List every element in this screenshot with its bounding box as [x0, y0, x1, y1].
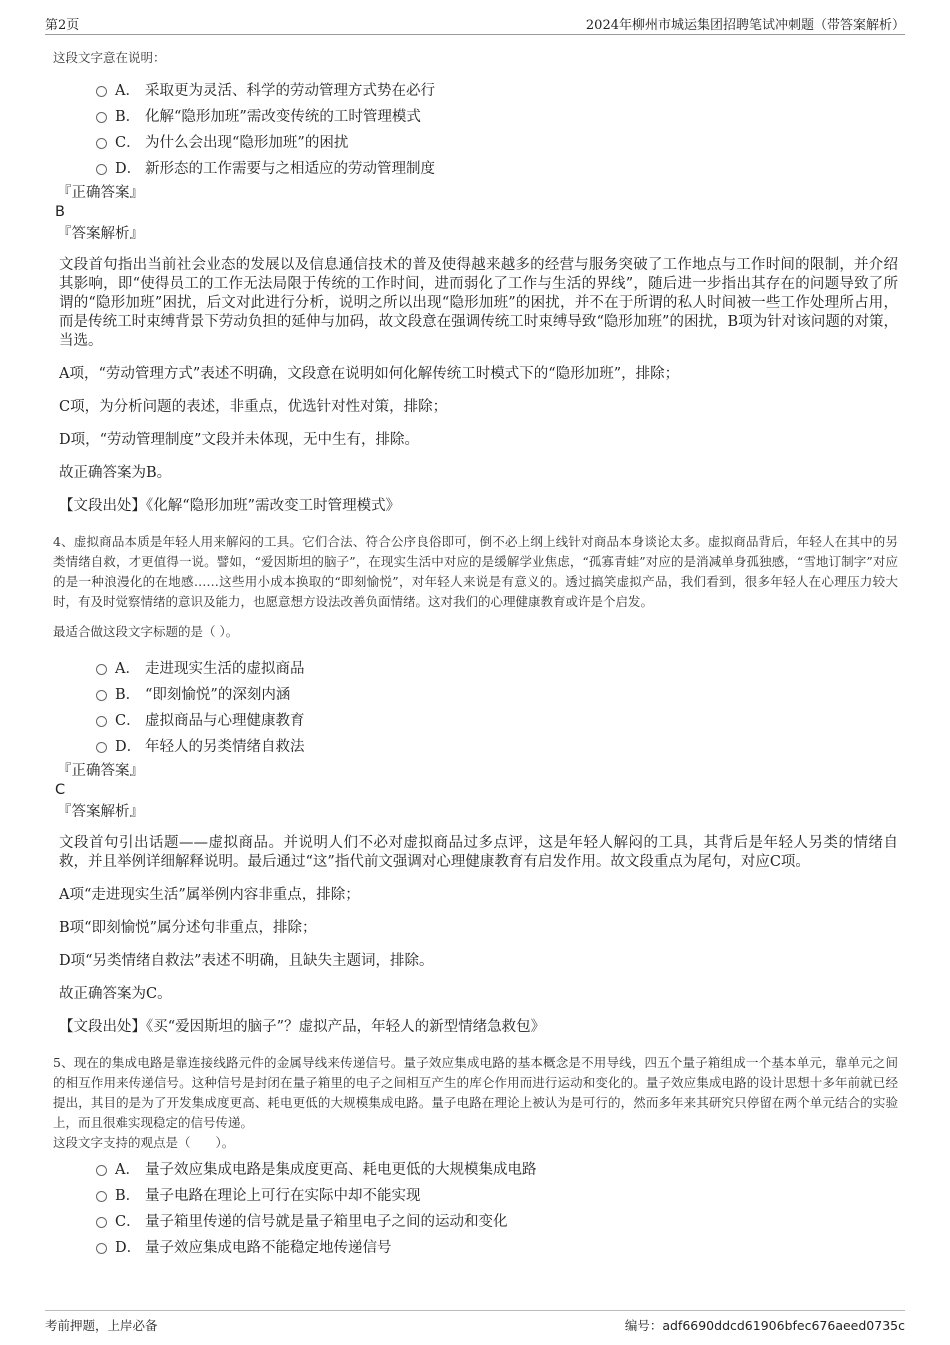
q3-item-c: C项，为分析问题的表述，非重点，优选针对性对策，排除；	[59, 399, 448, 415]
q3-analysis: 文段首句指出当前社会业态的发展以及信息通信技术的普及使得越来越多的经营与服务突破了工作地点与工作时间的限制，并介绍其影响，即“使得员工的工作无法局限于传统的工作时间，进而弱化了工作与生活的界线”，随后进一步指出其存在的问题导致了所谓的“隐形加班”困扰，后文对此进行分析，说明之所以出现“隐形加班”的困扰，并不在于所谓的私人时间被一些工作处理所占用，而是传统工时束缚背景下劳动负担的延伸与加码，故文段意在强调传统工时束缚导致“隐形加班”的困扰，B项为针对该问题的对策，当选。	[59, 257, 898, 349]
q4-source: 【文段出处】《买“爱因斯坦的脑子”？虚拟产品，年轻人的新型情绪急救包》	[59, 1019, 546, 1035]
q4-stem: 4、虚拟商品本质是年轻人用来解闷的工具。它们合法、符合公序良俗即可，倒不必上纲上线针对商品本身谈论太多。虚拟商品背后，年轻人在其中的另类情绪自救，才更值得一说。譬如，“爱因斯坦的脑子”，在现实生活中对应的是缓解学业焦虑，“孤寡青蛙”对应的是消减单身孤独感，“雪地订制字”对应的是一种浪漫化的在地感……这些用小成本换取的“即刻愉悦”，对年轻人来说是有意义的。透过搞笑虚拟产品，我们看到，很多年轻人在心理压力较大时，有及时觉察情绪的意识及能力，也愿意想方设法改善负面情绪。这对我们的心理健康教育或许是个启发。	[53, 534, 898, 609]
q3-conclusion: 故正确答案为B。	[59, 465, 172, 481]
q4-analysis: 文段首句引出话题——虚拟商品。并说明人们不必对虚拟商品过多点评，这是年轻人解闷的工具，其背后是年轻人另类的情绪自救，并且举例详细解释说明。最后通过“这”指代前文强调对心理健康教育有启发作用。故文段重点为尾句，对应C项。	[59, 835, 898, 870]
footer-slogan: 考前押题，上岸必备	[45, 1318, 158, 1333]
q4-option-b[interactable]: B． “即刻愉悦”的深刻内涵	[96, 680, 898, 706]
radio-icon[interactable]	[96, 716, 107, 727]
q4-answer-label: 『正确答案』	[57, 763, 144, 779]
q3-item-a: A项，“劳动管理方式”表述不明确，文段意在说明如何化解传统工时模式下的“隐形加班”，排除；	[59, 366, 680, 382]
q5-prompt: 这段文字支持的观点是（ ）。	[53, 1135, 235, 1150]
radio-icon[interactable]	[96, 1191, 107, 1202]
radio-icon[interactable]	[96, 1243, 107, 1254]
q3-options	[96, 76, 898, 180]
q5-option-b[interactable]: B． 量子电路在理论上可行在实际中却不能实现	[96, 1181, 898, 1207]
q4-answer: C	[55, 782, 66, 798]
q5-option-a[interactable]: A． 量子效应集成电路是集成度更高、耗电更低的大规模集成电路	[96, 1155, 898, 1181]
radio-icon[interactable]	[96, 112, 107, 123]
q3-analysis-label: 『答案解析』	[57, 226, 144, 242]
q5-option-d[interactable]: D． 量子效应集成电路不能稳定地传递信号	[96, 1233, 898, 1259]
page-header	[45, 12, 905, 35]
q4-item-d: D项“另类情绪自救法”表述不明确，且缺失主题词，排除。	[59, 953, 434, 969]
q3-option-a[interactable]: A． 采取更为灵活、科学的劳动管理方式势在必行	[96, 76, 898, 102]
radio-icon[interactable]	[96, 138, 107, 149]
q4-option-c[interactable]: C． 虚拟商品与心理健康教育	[96, 706, 898, 732]
q5-option-c[interactable]: C． 量子箱里传递的信号就是量子箱里电子之间的运动和变化	[96, 1207, 898, 1233]
page-content	[53, 48, 898, 1263]
footer-code-value: adf6690ddcd61906bfec676aeed0735c	[662, 1318, 905, 1333]
q3-option-b[interactable]: B． 化解“隐形加班”需改变传统的工时管理模式	[96, 102, 898, 128]
footer-code	[625, 1316, 905, 1334]
q5-options	[96, 1155, 898, 1259]
radio-icon[interactable]	[96, 1165, 107, 1176]
q4-option-d[interactable]: D． 年轻人的另类情绪自救法	[96, 732, 898, 758]
q4-options	[96, 654, 898, 758]
q3-answer: B	[55, 204, 65, 220]
radio-icon[interactable]	[96, 164, 107, 175]
q3-answer-label: 『正确答案』	[57, 185, 144, 201]
q3-prompt: 这段文字意在说明：	[53, 50, 166, 65]
q3-option-c[interactable]: C． 为什么会出现“隐形加班”的困扰	[96, 128, 898, 154]
page-number: 第2页	[45, 18, 80, 33]
radio-icon[interactable]	[96, 86, 107, 97]
q4-item-a: A项“走进现实生活”属举例内容非重点，排除；	[59, 887, 360, 903]
q4-analysis-label: 『答案解析』	[57, 804, 144, 820]
radio-icon[interactable]	[96, 690, 107, 701]
radio-icon[interactable]	[96, 1217, 107, 1228]
q4-prompt: 最适合做这段文字标题的是（ ）。	[53, 624, 239, 639]
radio-icon[interactable]	[96, 664, 107, 675]
q4-item-b: B项“即刻愉悦”属分述句非重点，排除；	[59, 920, 317, 936]
page-footer	[45, 1310, 905, 1335]
radio-icon[interactable]	[96, 742, 107, 753]
q5-stem: 5、现在的集成电路是靠连接线路元件的金属导线来传递信号。量子效应集成电路的基本概念是不用导线，四五个量子箱组成一个基本单元，靠单元之间的相互作用来传递信号。这种信号是封闭在量子箱里的电子之间相互产生的库仑作用而进行运动和变化的。量子效应集成电路的设计思想十多年前就已经提出，其目的是为了开发集成度更高、耗电更低的大规模集成电路。量子电路在理论上被认为是可行的，然而多年来其研究只停留在两个单元结合的实验上，而且很难实现稳定的信号传递。	[53, 1055, 898, 1130]
q4-option-a[interactable]: A． 走进现实生活的虚拟商品	[96, 654, 898, 680]
q3-option-d[interactable]: D． 新形态的工作需要与之相适应的劳动管理制度	[96, 154, 898, 180]
document-title: 2024年柳州市城运集团招聘笔试冲刺题（带答案解析）	[585, 18, 905, 33]
q4-conclusion: 故正确答案为C。	[59, 986, 172, 1002]
q3-item-d: D项，“劳动管理制度”文段并未体现，无中生有，排除。	[59, 432, 419, 448]
footer-code-label: 编号：	[624, 1318, 663, 1333]
q3-source: 【文段出处】《化解“隐形加班”需改变工时管理模式》	[59, 498, 401, 514]
